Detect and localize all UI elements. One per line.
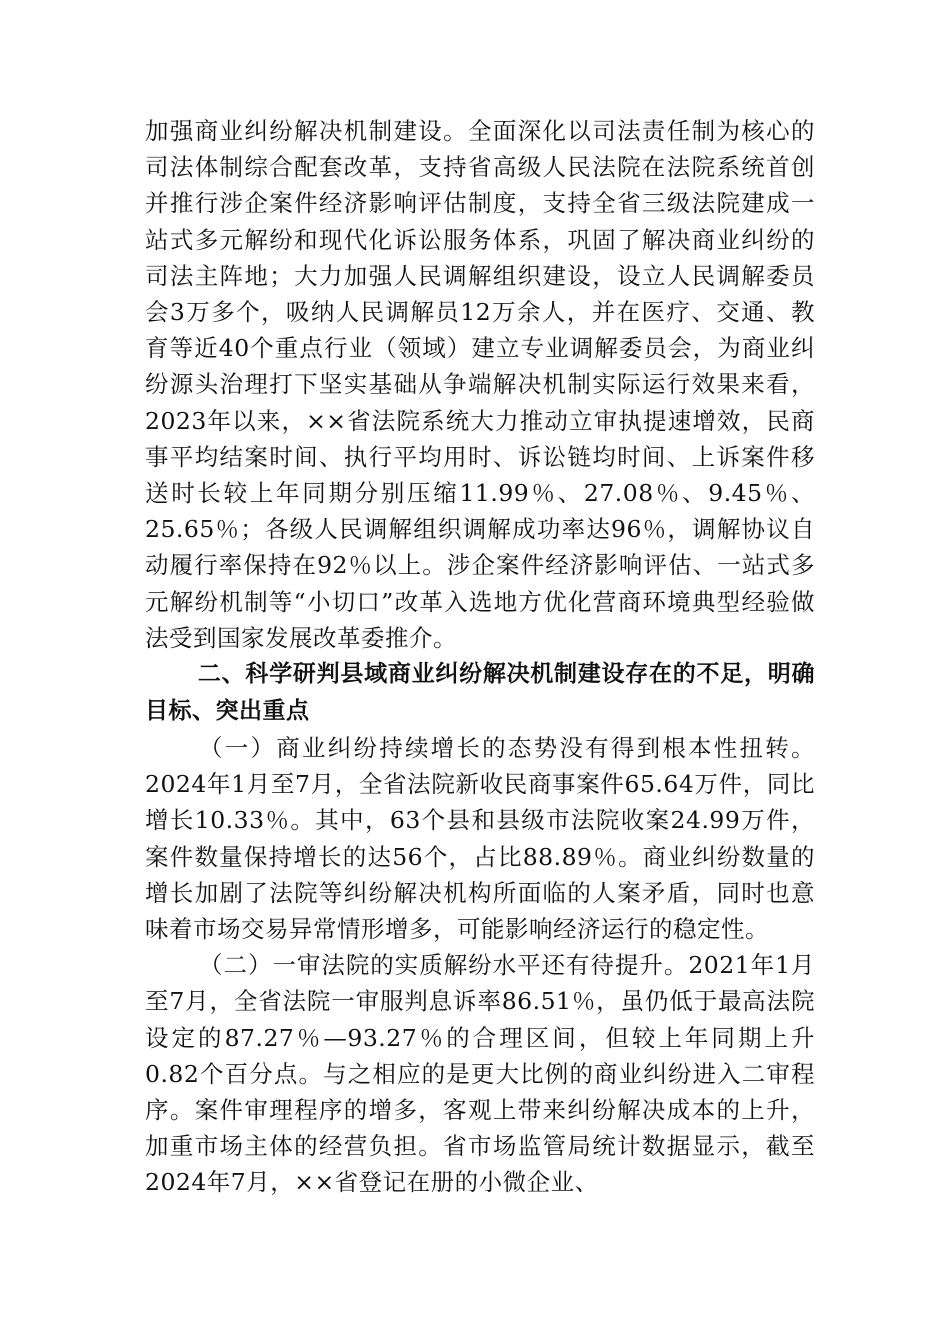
section-heading-two: 二、科学研判县域商业纠纷解决机制建设存在的不足，明确目标、突出重点 <box>145 661 815 725</box>
body-paragraph-dispute-growth: （一）商业纠纷持续增长的态势没有得到根本性扭转。2024年1月至7月，全省法院新收民商事案件65.64万件，同比增长10.33％。其中，63个县和县级市法院收案24.99万件，案件数量保持增长的达56个，占比88.89％。商业纠纷数量的增长加剧了法院等纠纷解决机构所面临的人案矛盾，同时也意味着市场交易异常情形增多，可能影响经济运行的稳定性。 <box>145 734 815 944</box>
body-paragraph-legal-reform: 加强商业纠纷解决机制建设。全面深化以司法责任制为核心的司法体制综合配套改革，支持省高级人民法院在法院系统首创并推行涉企案件经济影响评估制度，支持全省三级法院建成一站式多元解纷和现代化诉讼服务体系，巩固了解决商业纠纷的司法主阵地；大力加强人民调解组织建设，设立人民调解委员会3万多个，吸纳人民调解员12万余人，并在医疗、交通、教育等近40个重点行业（领域）建立专业调解委员会，为商业纠纷源头治理打下坚实基础从争端解决机制实际运行效果来看，2023年以来，××省法院系统大力推动立审执提速增效，民商事平均结案时间、执行平均用时、诉讼链均时间、上诉案件移送时长较上年同期分别压缩11.99％、27.08％、9.45％、25.65％；各级人民调解组织调解成功率达96％，调解协议自动履行率保持在92％以上。涉企案件经济影响评估、一站式多元解纷机制等“小切口”改革入选地方优化营商环境典型经验做法受到国家发展改革委推介。 <box>145 117 815 652</box>
body-paragraph-first-instance: （二）一审法院的实质解纷水平还有待提升。2021年1月至7月，全省法院一审服判息诉率86.51％，虽仍低于最高法院设定的87.27％—93.27％的合理区间，但较上年同期上升0.82个百分点。与之相应的是更大比例的商业纠纷进入二审程序。案件审理程序的增多，客观上带来纠纷解决成本的上升，加重市场主体的经营负担。省市场监管局统计数据显示，截至2024年7月，××省登记在册的小微企业、 <box>145 951 815 1197</box>
document-page <box>145 113 815 1201</box>
